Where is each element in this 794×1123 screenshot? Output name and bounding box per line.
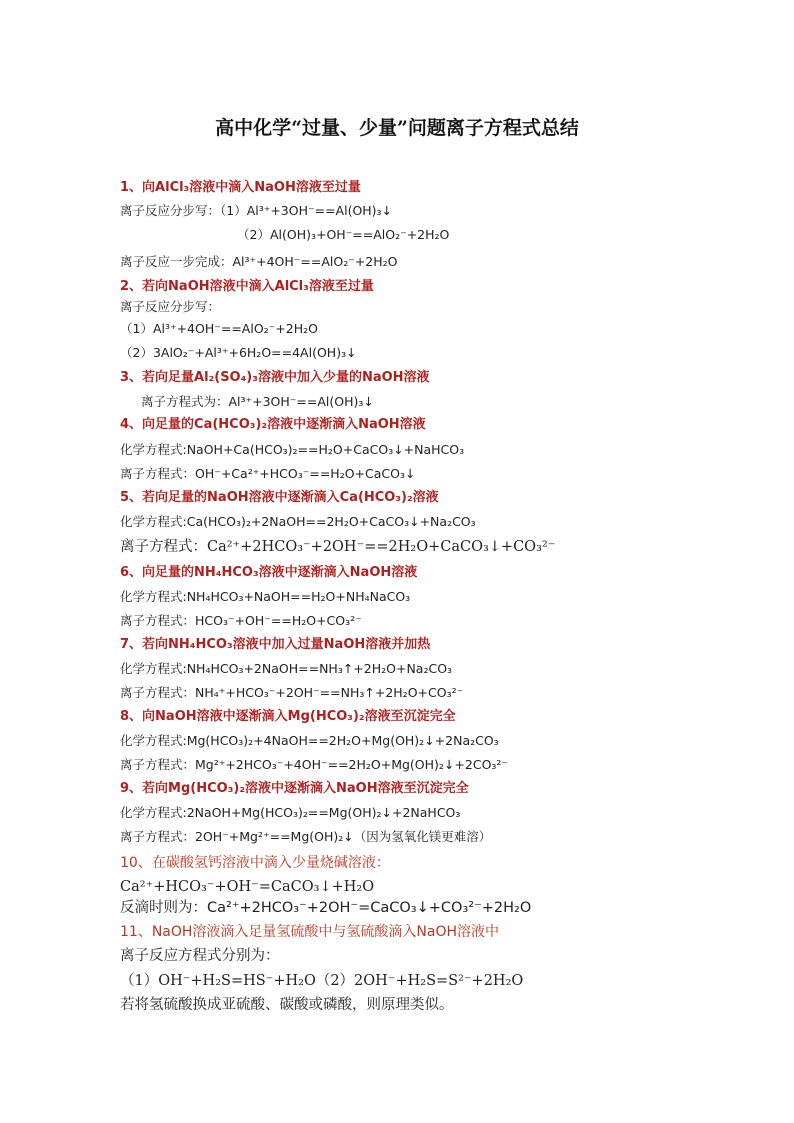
text-line: Ca²⁺+HCO₃⁻+OH⁻=CaCO₃↓+H₂O [120, 879, 375, 895]
text-line: （2）Al(OH)₃+OH⁻==AlO₂⁻+2H₂O [237, 227, 450, 242]
text-line: 离子方程式：HCO₃⁻+OH⁻==H₂O+CO₃²⁻ [120, 613, 362, 628]
text-line: 离子方程式：Ca²⁺+2HCO₃⁻+2OH⁻==2H₂O+CaCO₃↓+CO₃²⁻ [120, 539, 556, 555]
text-line: 离子方程式：NH₄⁺+HCO₃⁻+2OH⁻==NH₃↑+2H₂O+CO₃²⁻ [120, 685, 464, 700]
section-2-heading: 2、若向NaOH溶液中滴入AlCl₃溶液至过量 [120, 279, 374, 294]
text-line: 化学方程式:NH₄HCO₃+NaOH==H₂O+NH₄NaCO₃ [120, 589, 411, 604]
text-line: 化学方程式:Ca(HCO₃)₂+2NaOH==2H₂O+CaCO₃↓+Na₂CO₃ [120, 514, 476, 529]
text-line: 离子方程式：OH⁻+Ca²⁺+HCO₃⁻==H₂O+CaCO₃↓ [120, 466, 416, 481]
text-line: 若将氢硫酸换成亚硫酸、碳酸或磷酸，则原理类似。 [120, 997, 454, 1013]
section-11-heading: 11、NaOH溶液滴入足量氢硫酸中与氢硫酸滴入NaOH溶液中 [120, 924, 500, 940]
text-line: 反滴时则为：Ca²⁺+2HCO₃⁻+2OH⁻=CaCO₃↓+CO₃²⁻+2H₂O [120, 900, 532, 916]
text-line: 化学方程式:NaOH+Ca(HCO₃)₂==H₂O+CaCO₃↓+NaHCO₃ [120, 442, 465, 457]
page-title: 高中化学“过量、少量”问题离子方程式总结 [215, 117, 579, 139]
text-line: 离子反应方程式分别为： [120, 948, 280, 964]
section-6-heading: 6、向足量的NH₄HCO₃溶液中逐渐滴入NaOH溶液 [120, 565, 418, 580]
text-line: 离子方程式为：Al³⁺+3OH⁻==Al(OH)₃↓ [141, 394, 374, 409]
text-line: 离子方程式：2OH⁻+Mg²⁺==Mg(OH)₂↓（因为氢氧化镁更难溶） [120, 829, 492, 844]
text-line: 化学方程式:2NaOH+Mg(HCO₃)₂==Mg(OH)₂↓+2NaHCO₃ [120, 805, 461, 820]
section-4-heading: 4、向足量的Ca(HCO₃)₂溶液中逐渐滴入NaOH溶液 [120, 417, 426, 432]
section-10-heading: 10、在碳酸氢钙溶液中滴入少量烧碱溶液： [120, 855, 390, 871]
text-line: （1）Al³⁺+4OH⁻==AlO₂⁻+2H₂O [120, 321, 318, 336]
section-7-heading: 7、若向NH₄HCO₃溶液中加入过量NaOH溶液并加热 [120, 637, 431, 652]
section-1-heading: 1、向AlCl₃溶液中滴入NaOH溶液至过量 [120, 180, 361, 195]
text-line: （2）3AlO₂⁻+Al³⁺+6H₂O==4Al(OH)₃↓ [120, 345, 357, 360]
section-8-heading: 8、向NaOH溶液中逐渐滴入Mg(HCO₃)₂溶液至沉淀完全 [120, 709, 456, 724]
text-line: 化学方程式:NH₄HCO₃+2NaOH==NH₃↑+2H₂O+Na₂CO₃ [120, 661, 453, 676]
text-line: （1）OH⁻+H₂S=HS⁻+H₂O（2）2OH⁻+H₂S=S²⁻+2H₂O [120, 973, 524, 989]
section-9-heading: 9、若向Mg(HCO₃)₂溶液中逐渐滴入NaOH溶液至沉淀完全 [120, 781, 469, 796]
section-5-heading: 5、若向足量的NaOH溶液中逐渐滴入Ca(HCO₃)₂溶液 [120, 490, 439, 505]
text-line: 离子方程式：Mg²⁺+2HCO₃⁻+4OH⁻==2H₂O+Mg(OH)₂↓+2CO₃²⁻ [120, 757, 509, 772]
text-line: 离子反应分步写：（1）Al³⁺+3OH⁻==Al(OH)₃↓ [120, 203, 393, 218]
text-line: 化学方程式:Mg(HCO₃)₂+4NaOH==2H₂O+Mg(OH)₂↓+2Na₂CO₃ [120, 733, 499, 748]
text-line: 离子反应一步完成：Al³⁺+4OH⁻==AlO₂⁻+2H₂O [120, 254, 398, 269]
section-3-heading: 3、若向足量Al₂(SO₄)₃溶液中加入少量的NaOH溶液 [120, 370, 430, 385]
text-line: 离子反应分步写： [120, 299, 221, 314]
